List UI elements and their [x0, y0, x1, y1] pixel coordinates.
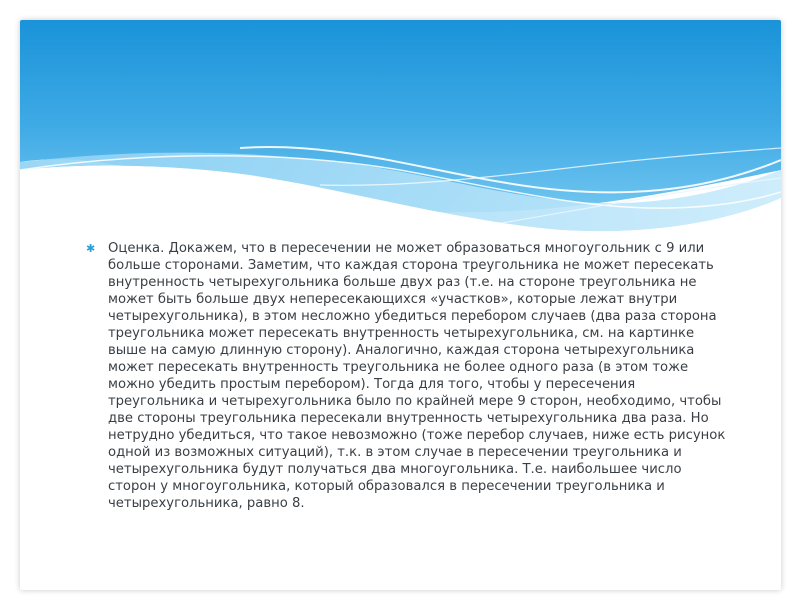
bullet-paragraph: [86, 240, 726, 512]
sky-wave-header: [20, 20, 781, 250]
body-text: Оценка. Докажем, что в пересечении не может образоваться многоугольник с 9 или больше сторонами. Заметим, что каждая сторона треугольника не может пересекать внутренность четырехугольника больше двух раз (т.е. на стороне треугольника не может быть больше двух непересекающихся «участков», которые лежат внутри четырехугольника), в этом несложно убедиться перебором случаев (два раза сторона треугольника может пересекать внутренность четырехугольника, см. на картинке выше на самую длинную сторону). Аналогично, каждая сторона четырехугольника может пересекать внутренность треугольника не более одного раза (в этом тоже можно убедить простым перебором). Тогда для того, чтобы у пересечения треугольника и четырехугольника было по крайней мере 9 сторон, необходимо, чтобы две стороны треугольника пересекали внутренность четырехугольника два раза. Но нетрудно убедиться, что такое невозможно (тоже перебор случаев, ниже есть рисунок одной из возможных ситуаций), т.к. в этом случае в пересечении треугольника и четырехугольника будут получаться два многоугольника. Т.е. наибольшее число сторон у многоугольника, который образовался в пересечении треугольника и четырехугольника, равно 8.: [108, 241, 726, 511]
slide-content: [86, 240, 726, 512]
asterisk-bullet-icon: ✱: [86, 242, 96, 255]
slide: [20, 20, 781, 590]
